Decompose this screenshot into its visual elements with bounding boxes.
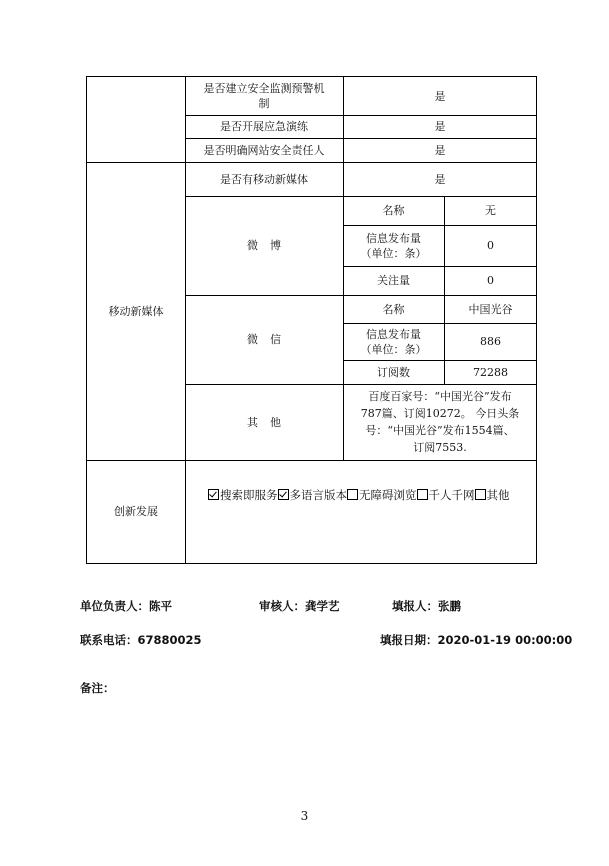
cell-drill-label: 是否开展应急演练 [220,120,308,133]
option-other: 其他 [475,488,510,503]
option-multilingual: 多语言版本 [278,488,348,503]
other-line-3: 号：“中国光谷”发布1554篇、 [365,424,515,437]
weibo-follow-value: 0 [487,274,494,287]
weibo-posts-label-line2: （单位：条） [360,246,427,260]
unit-head: 单位负责人：陈平 [80,599,172,613]
wechat-label: 微信 [247,333,293,346]
wechat-posts-label [343,323,444,360]
option-search-as-service: 搜索即服务 [208,488,278,503]
wechat-sub-value: 72288 [473,365,508,379]
fill-date: 填报日期：2020-01-19 00:00:00 [380,633,573,647]
other-label: 其他 [247,415,293,429]
cell-drill-value: 是 [434,120,446,133]
weibo-posts-value: 0 [487,239,494,252]
wechat-name-value: 中国光谷 [468,302,513,316]
filler: 填报人：张鹏 [392,599,461,613]
wechat-posts-value: 886 [480,335,501,348]
report-table [86,76,537,564]
weibo-follow-label: 关注量 [377,274,410,287]
reviewer: 审核人：龚学艺 [259,599,340,613]
other-line-4: 订阅7553. [413,441,467,454]
remarks-label: 备注： [80,681,115,695]
weibo-name-value: 无 [485,204,496,217]
option-personalized: 千人千网 [417,488,475,503]
weibo-posts-label-line1: 信息发布量 [366,231,421,245]
mobile-section-label: 移动新媒体 [108,304,164,318]
wechat-sub-label: 订阅数 [377,365,410,379]
weibo-label: 微博 [247,239,293,252]
other-line-2: 787篇、订阅10272。 今日头条 [360,407,520,420]
cell-has-mobile-value: 是 [434,172,446,186]
checkbox-empty-icon [475,489,486,500]
innovation-options [185,460,537,530]
wechat-name-label: 名称 [382,302,405,316]
other-value [343,384,537,460]
checkbox-empty-icon [347,489,358,500]
weibo-name-label: 名称 [382,204,405,217]
checkbox-checked-icon [278,489,289,500]
cell-monitor-value: 是 [434,89,446,103]
wechat-posts-label-line2: （单位：条） [360,342,427,356]
cell-has-mobile-label: 是否有移动新媒体 [220,172,308,186]
cell-monitor-label: 是否建立安全监测预警机制 [203,82,325,110]
page-number: 3 [300,809,309,823]
innovation-label: 创新发展 [114,505,158,518]
checkbox-empty-icon [417,489,428,500]
weibo-posts-label [343,225,444,266]
other-line-1: 百度百家号：“中国光谷”发布 [368,390,512,403]
option-accessibility: 无障碍浏览 [347,488,417,503]
contact-phone: 联系电话：67880025 [80,633,202,647]
cell-owner-label: 是否明确网站安全责任人 [203,143,325,157]
wechat-posts-label-line1: 信息发布量 [366,327,421,341]
cell-owner-value: 是 [434,143,446,157]
checkbox-checked-icon [208,489,219,500]
